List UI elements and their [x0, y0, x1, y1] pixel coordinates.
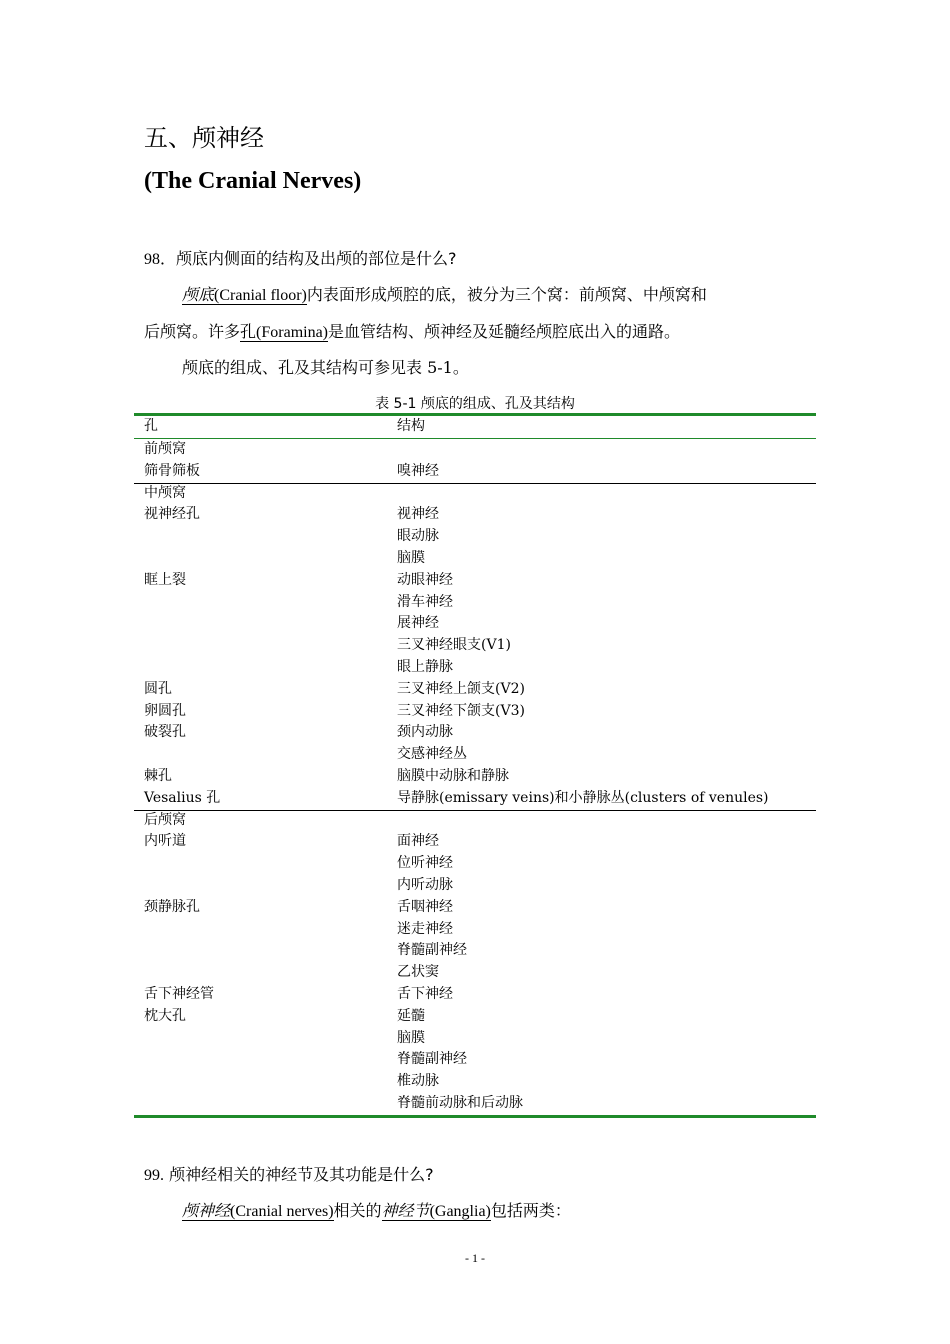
section-title: 后颅窝	[144, 811, 186, 828]
table-row	[134, 722, 816, 744]
structure-cell: 脊髓前动脉和后动脉	[397, 1095, 523, 1111]
structure-cell: 位听神经	[397, 855, 453, 872]
question-98	[144, 246, 457, 269]
paragraph-foramina-pre: 后颅窝。许多	[144, 322, 241, 341]
table-row	[134, 984, 816, 1006]
structure-cell: 椎动脉	[397, 1073, 439, 1090]
question-98-number: 98．	[144, 251, 177, 268]
structure-cell: 颈内动脉	[397, 724, 453, 741]
foramen-cell: 破裂孔	[144, 724, 186, 741]
term-foramina	[240, 322, 328, 342]
paragraph-table-reference: 颅底的组成、孔及其结构可参见表 5-1。	[182, 358, 469, 377]
table-caption: 表 5-1 颅底的组成、孔及其结构	[375, 396, 575, 412]
table-row	[134, 504, 816, 526]
table-row	[134, 679, 816, 701]
term-cranial-floor	[182, 285, 307, 305]
table-row	[134, 940, 816, 962]
structure-cell: 动眼神经	[397, 571, 453, 588]
structure-cell: 延髓	[397, 1007, 425, 1024]
table-row	[134, 1093, 816, 1115]
table-row	[134, 897, 816, 919]
question-99	[144, 1162, 434, 1185]
paragraph-cranial-floor	[144, 277, 814, 351]
structure-cell: 眼上静脉	[397, 659, 453, 675]
term-cranial-floor-cn: 颅底	[182, 285, 215, 304]
structure-cell: 迷走神经	[397, 920, 453, 937]
table-row	[134, 526, 816, 548]
paragraph-ganglia-mid: 相关的	[333, 1201, 382, 1220]
term-ganglia	[382, 1201, 491, 1221]
structure-cell: 眼动脉	[397, 528, 439, 545]
structure-cell: 嗅神经	[397, 462, 439, 479]
section-rule-posterior-fossa	[134, 810, 816, 811]
structure-cell: 交感神经丛	[397, 746, 467, 763]
structure-cell: 脑膜中动脉和静脉	[397, 768, 509, 784]
table-row	[134, 875, 816, 897]
structure-cell: 导静脉(emissary veins)和小静脉丛(clusters of venules)	[397, 789, 769, 806]
table-row	[134, 613, 816, 635]
term-cranial-nerves	[182, 1201, 334, 1221]
foramen-cell: 内听道	[144, 833, 186, 850]
table-header-row	[134, 416, 816, 438]
table-row	[134, 461, 816, 483]
term-ganglia-en: (Ganglia)	[429, 1203, 491, 1220]
structure-cell: 三叉神经上颌支(Ⅴ2)	[397, 680, 525, 697]
term-cranial-nerves-cn: 颅神经	[182, 1201, 231, 1220]
page-number: - 1 -	[465, 1251, 485, 1265]
foramen-cell: 眶上裂	[144, 571, 186, 588]
table-row	[134, 962, 816, 984]
table-row	[134, 657, 816, 679]
table-row	[134, 1049, 816, 1071]
foramen-cell: 棘孔	[144, 768, 172, 784]
structure-cell: 展神经	[397, 615, 439, 632]
table-row	[134, 919, 816, 941]
structure-cell: 脊髓副神经	[397, 942, 467, 959]
table-row	[134, 1006, 816, 1028]
structure-cell: 内听动脉	[397, 877, 453, 893]
question-98-text: 颅底内侧面的结构及出颅的部位是什么?	[176, 249, 457, 268]
table-row	[134, 548, 816, 570]
table-header-structure: 结构	[397, 418, 425, 434]
table-row	[134, 766, 816, 788]
foramen-cell: Vesalius 孔	[144, 789, 221, 806]
paragraph-ganglia-end: 包括两类：	[490, 1201, 571, 1220]
table-row	[134, 701, 816, 723]
foramen-cell: 卵圆孔	[144, 702, 186, 719]
structure-cell: 乙状窦	[397, 964, 439, 981]
term-cranial-floor-en: (Cranial floor)	[214, 287, 307, 304]
table-row	[134, 853, 816, 875]
structure-cell: 脑膜	[397, 550, 425, 566]
table-row	[134, 635, 816, 657]
table-row	[134, 592, 816, 614]
table-section-row	[134, 483, 816, 505]
structure-cell: 滑车神经	[397, 593, 453, 610]
foramen-cell: 枕大孔	[144, 1007, 186, 1024]
table-bottom-rule	[134, 1115, 816, 1118]
table-row	[134, 570, 816, 592]
term-ganglia-cn: 神经节	[381, 1201, 430, 1220]
foramen-cell: 舌下神经管	[144, 986, 214, 1002]
term-foramina-en: (Foramina)	[256, 324, 329, 341]
section-title: 中颅窝	[144, 484, 186, 501]
table-row	[134, 1028, 816, 1050]
question-99-number: 99.	[144, 1167, 164, 1184]
foramen-cell: 圆孔	[144, 680, 172, 697]
structure-cell: 三叉神经下颌支(Ⅴ3)	[397, 702, 525, 719]
structure-cell: 脊髓副神经	[397, 1051, 467, 1068]
table-row	[134, 788, 816, 810]
structure-cell: 舌下神经	[397, 986, 453, 1002]
term-cranial-nerves-en: (Cranial nerves)	[230, 1203, 334, 1220]
table-row	[134, 1071, 816, 1093]
section-rule-middle-fossa	[134, 483, 816, 484]
term-foramina-cn: 孔	[240, 322, 257, 341]
structure-cell: 视神经	[397, 506, 439, 523]
table-row	[134, 831, 816, 853]
table-section-row	[134, 810, 816, 832]
chapter-heading-chinese: 五、颅神经	[144, 124, 264, 152]
foramen-cell: 筛骨筛板	[144, 462, 200, 479]
table-section-row	[134, 439, 816, 461]
foramen-cell: 视神经孔	[144, 506, 200, 523]
structure-cell: 三叉神经眼支(Ⅴ1)	[397, 637, 511, 654]
foramen-cell: 颈静脉孔	[144, 898, 200, 915]
paragraph-cranial-floor-text: 内表面形成颅腔的底，被分为三个窝：前颅窝、中颅窝和	[306, 285, 707, 304]
structure-cell: 舌咽神经	[397, 898, 453, 915]
paragraph-foramina-post: 是血管结构、颅神经及延髓经颅腔底出入的通路。	[328, 322, 681, 341]
table-row	[134, 744, 816, 766]
structure-cell: 面神经	[397, 833, 439, 850]
question-99-text: 颅神经相关的神经节及其功能是什么?	[169, 1165, 434, 1184]
paragraph-ganglia	[144, 1193, 814, 1230]
section-title: 前颅窝	[144, 441, 186, 457]
chapter-heading-english: (The Cranial Nerves)	[144, 168, 362, 194]
table-header-foramen: 孔	[144, 418, 158, 434]
structure-cell: 脑膜	[397, 1029, 425, 1046]
